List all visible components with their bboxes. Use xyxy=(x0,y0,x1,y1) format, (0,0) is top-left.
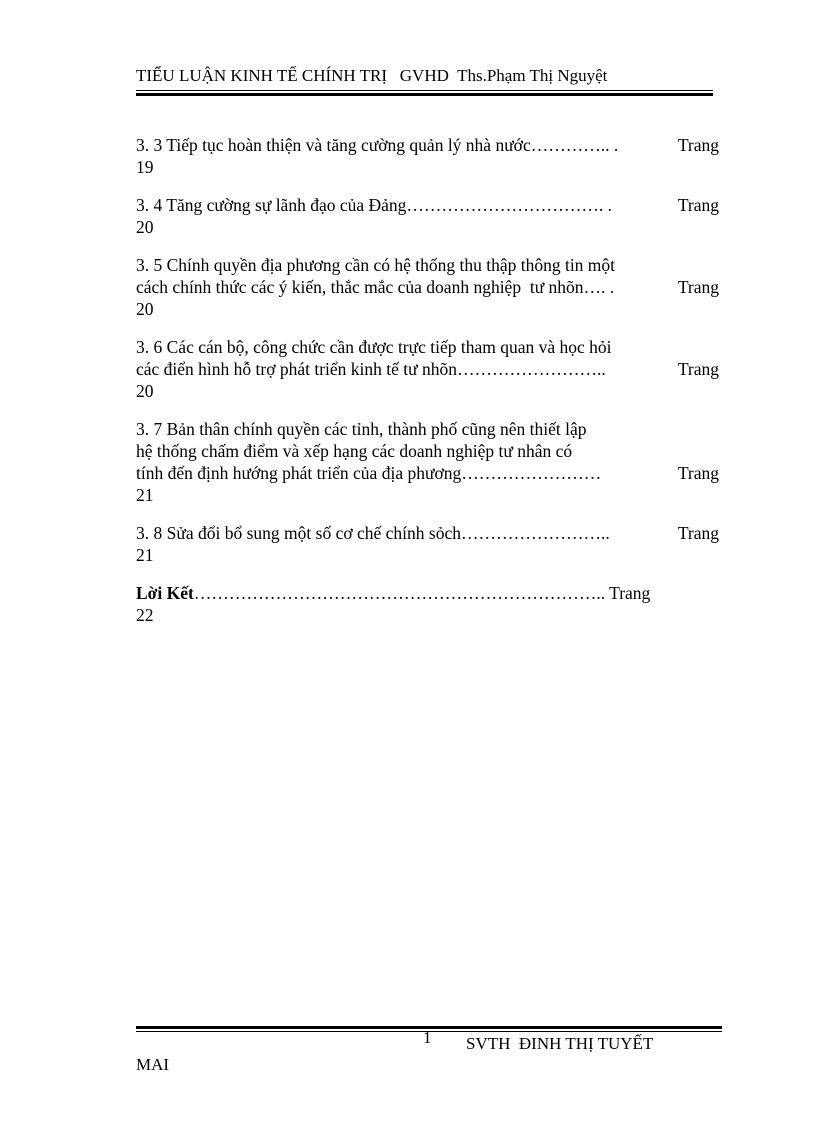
toc-entry-line xyxy=(136,194,719,216)
toc-entry-page-number: 21 xyxy=(136,545,154,565)
table-of-contents xyxy=(136,134,719,642)
toc-entry-page-label: Trang xyxy=(677,195,719,215)
toc-entry-3-8[interactable] xyxy=(136,522,719,566)
toc-entry-line xyxy=(136,522,719,544)
toc-entry-3-7[interactable] xyxy=(136,418,719,506)
closing-title: Lời Kết xyxy=(136,583,194,603)
toc-entry-text: cách chính thức các ý kiến, thắc mắc của doanh nghiệp tư nhõn…. . xyxy=(136,277,615,297)
page-header: TIỂU LUẬN KINH TẾ CHÍNH TRỊ GVHD Ths.Phạm Thị Nguyệt xyxy=(136,66,608,85)
toc-entry-text: 3. 3 Tiếp tục hoàn thiện và tăng cường quản lý nhà nước………….. . xyxy=(136,135,619,155)
student-name-continued: MAI xyxy=(136,1055,170,1074)
toc-entry-page-label: Trang xyxy=(677,523,719,543)
toc-entry-line xyxy=(136,582,719,604)
toc-entry-page-label: Trang xyxy=(677,359,719,379)
toc-entry-text: hệ thống chấm điểm và xếp hạng các doanh nghiệp tư nhân có xyxy=(136,441,573,461)
toc-entry-text: 3. 7 Bản thân chính quyền các tỉnh, thành phố cũng nên thiết lập xyxy=(136,419,587,439)
toc-entry-line xyxy=(136,276,719,298)
toc-entry-3-3[interactable] xyxy=(136,134,719,178)
toc-entry-page-number: 22 xyxy=(136,605,154,625)
page-number: 1 xyxy=(423,1028,432,1047)
toc-entry-page-number: 21 xyxy=(136,485,154,505)
toc-entry-page-number: 20 xyxy=(136,299,154,319)
toc-entry-line xyxy=(136,358,719,380)
toc-entry-3-4[interactable] xyxy=(136,194,719,238)
toc-entry-line xyxy=(136,462,719,484)
toc-entry-line xyxy=(136,134,719,156)
toc-entry-text: các điển hình hỗ trợ phát triển kinh tế tư nhõn…………………….. xyxy=(136,359,606,379)
toc-entry-page-label: Trang xyxy=(677,135,719,155)
toc-entry-text: 3. 4 Tăng cường sự lãnh đạo của Đảng……………………………. . xyxy=(136,195,613,215)
toc-entry-page-number: 19 xyxy=(136,157,154,177)
toc-entry-3-5[interactable] xyxy=(136,254,719,320)
header-divider xyxy=(136,90,713,96)
toc-entry-page-number: 20 xyxy=(136,381,154,401)
toc-entry-closing[interactable] xyxy=(136,582,719,626)
closing-dots: …………………………………………………………….. xyxy=(193,583,606,603)
student-name: SVTH ĐINH THỊ TUYẾT xyxy=(466,1034,654,1053)
toc-entry-3-6[interactable] xyxy=(136,336,719,402)
toc-entry-page-label: Trang xyxy=(677,277,719,297)
toc-entry-page-label: Trang xyxy=(677,463,719,483)
toc-entry-text: 3. 5 Chính quyền địa phương cần có hệ thống thu thập thông tin một xyxy=(136,255,616,275)
toc-entry-page-number: 20 xyxy=(136,217,154,237)
toc-entry-text: 3. 6 Các cán bộ, công chức cần được trực tiếp tham quan và học hỏi xyxy=(136,337,612,357)
toc-entry-text: tính đến định hướng phát triển của địa phương…………………… xyxy=(136,463,602,483)
toc-entry-text: 3. 8 Sửa đổi bổ sung một số cơ chế chính sỏch…………………….. xyxy=(136,523,610,543)
toc-entry-page-label: Trang xyxy=(609,583,651,603)
